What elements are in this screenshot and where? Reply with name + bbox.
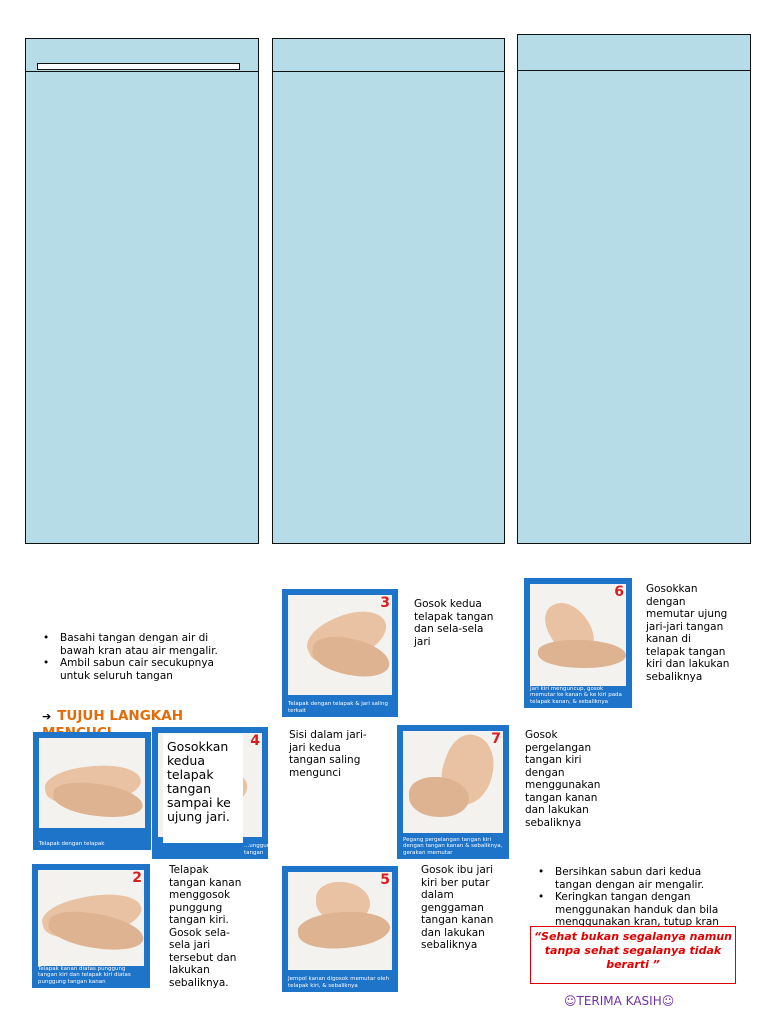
panel-header [518,35,750,71]
step-number: 6 [614,584,624,600]
step-3-photo [282,589,398,717]
step-caption: Jempol kanan digosok memutar oleh telapak kiri, & sebaliknya [288,976,389,989]
brochure-panel-3 [517,34,751,544]
step-7-photo [397,725,509,859]
thanks-text: ☺TERIMA KASIH☺ [564,994,675,1008]
step-caption: Telapak dengan telapak [39,840,105,847]
panel-header [273,39,504,72]
step-number: 2 [132,870,142,886]
hands-image [288,872,392,970]
step-caption: Jari kiri menguncup, gosok memutar ke kanan & ke kiri pada telapak kanan, & sebaliknya [530,685,622,705]
panel-header-bar [37,63,240,70]
step-6-description: Gosokkan dengan memutar ujung jari-jari tangan kanan di telapak tangan kiri dan lakukan sebaliknya [646,583,730,683]
hands-image [403,731,503,833]
step-2-description: Telapak tangan kanan menggosok punggung tangan kiri. Gosok sela-sela jari tersebut dan lakukan sebaliknya. [169,864,242,989]
arrow-icon: ➔ [42,710,52,723]
step-number: 7 [491,731,501,747]
step-number: 5 [380,872,390,888]
list-item: • Bersihkan sabun dari kedua tangan dengan air mengalir. [533,866,733,891]
final-bullet-list [533,866,733,928]
step-caption: Telapak dengan telapak & jari saling terkait [288,701,388,714]
brochure-panel-1 [25,38,259,544]
hands-image [288,595,392,695]
hands-image [530,584,626,686]
step-3-description: Gosok kedua telapak tangan dan sela-sela jari [414,598,494,648]
step-1-description: Gosokkan kedua telapak tangan sampai ke ujung jari. [163,734,243,843]
step-4-description: Sisi dalam jari-jari kedua tangan saling mengunci [289,729,367,779]
step-caption: ...unggung tangan [244,843,274,856]
step-1-photo [33,732,151,850]
list-item: • Ambil sabun cair secukupnya untuk seluruh tangan [38,657,238,682]
step-2-photo [32,864,150,988]
step-caption: Telapak kanan diatas punggung tangan kiri dan telapak kiri diatas punggung tangan kanan [38,965,131,985]
step-7-description: Gosok pergelangan tangan kiri dengan menggunakan tangan kanan dan lakukan sebaliknya [525,729,601,829]
step-caption: Pegang pergelangan tangan kiri dengan tangan kanan & sebaliknya, gerakan memutar [403,836,503,856]
quote-box: “Sehat bukan segalanya namun tanpa sehat segalanya tidak berarti ” [530,926,736,984]
brochure-panel-2 [272,38,505,544]
section-title-text: TUJUH LANGKAH [57,708,184,724]
list-item: • Basahi tangan dengan air di bawah kran atau air mengalir. [38,632,238,657]
step-5-description: Gosok ibu jari kiri ber putar dalam genggaman tangan kanan dan lakukan sebaliknya [421,864,494,951]
step-number: 4 [250,733,260,749]
intro-bullet-list [38,632,238,682]
list-item: • Keringkan tangan dengan menggunakan handuk dan bila menggunakan kran, tutup kran [533,891,733,929]
hands-image [39,738,145,828]
hands-image [38,870,144,966]
step-number: 3 [380,595,390,611]
step-6-photo [524,578,632,708]
step-5-photo [282,866,398,992]
